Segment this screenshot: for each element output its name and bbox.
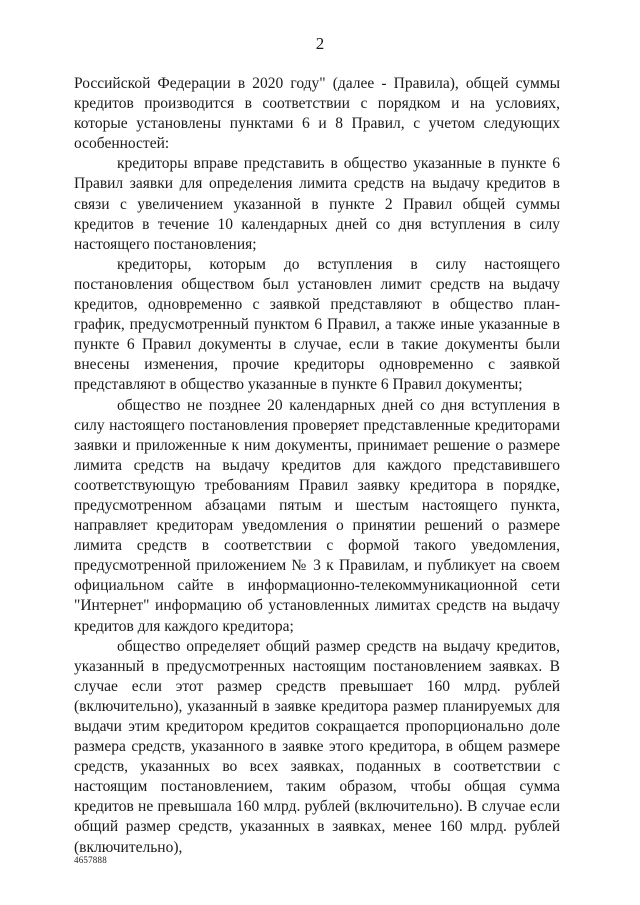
paragraph-society-review: общество не позднее 20 календарных дней со дня вступления в силу настоящего постановления проверяет представленные кредиторами заявки и приложенные к ним документы, принимает решение о размере лимита средств на выдачу кредитов для каждого представившего соответствующую требованиям Правил заявку кредитора в порядке, предусмотренном абзацами пятым и шестым настоящего пункта, направляет кредиторам уведомления о принятии решений о размере лимита средств в соответствии с формой такого уведомления, предусмотренной приложением № 3 к Правилам, и публикует на своем официальном сайте в информационно-телекоммуникационной сети "Интернет" информацию об установленных лимитах средств на выдачу кредитов для каждого кредитора; (74, 396, 560, 635)
page-number: 2 (315, 34, 325, 53)
document-code: 4657888 (74, 855, 107, 865)
paragraph-creditors-with-limit: кредиторы, которым до вступления в силу настоящего постановления обществом был установлен лимит средств на выдачу кредитов, одновременно с заявкой представляют в общество план-график, предусмотренный пунктом 6 Правил, а также иные указанные в пункте 6 Правил документы в случае, если в такие документы были внесены изменения, прочие кредиторы одновременно с заявкой представляют в общество указанные в пункте 6 Правил документы; (74, 255, 560, 394)
paragraph-intro: Российской Федерации в 2020 году" (далее - Правила), общей суммы кредитов производится в соответствии с порядком и на условиях, которые установлены пунктами 6 и 8 Правил, с учетом следующих особенностей: (74, 75, 560, 153)
document-body (74, 74, 560, 858)
paragraph-total-size: общество определяет общий размер средств на выдачу кредитов, указанный в предусмотренных настоящим постановлением заявках. В случае если этот размер средств превышает 160 млрд. рублей (включительно), указанный в заявке кредитора размер планируемых для выдачи этим кредитором кредитов сокращается пропорционально доле размера средств, указанного в заявке этого кредитора, в общем размере средств, указанных во всех заявках, поданных в соответствии с настоящим постановлением, таким образом, чтобы общая сумма кредитов не превышала 160 млрд. рублей (включительно). В случае если общий размер средств, указанных в заявках, менее 160 млрд. рублей (включительно), (74, 637, 560, 856)
paragraph-creditors-submit: кредиторы вправе представить в общество указанные в пункте 6 Правил заявки для определения лимита средств на выдачу кредитов в связи с увеличением указанной в пункте 2 Правил общей суммы кредитов в течение 10 календарных дней со дня вступления в силу настоящего постановления; (74, 155, 560, 253)
